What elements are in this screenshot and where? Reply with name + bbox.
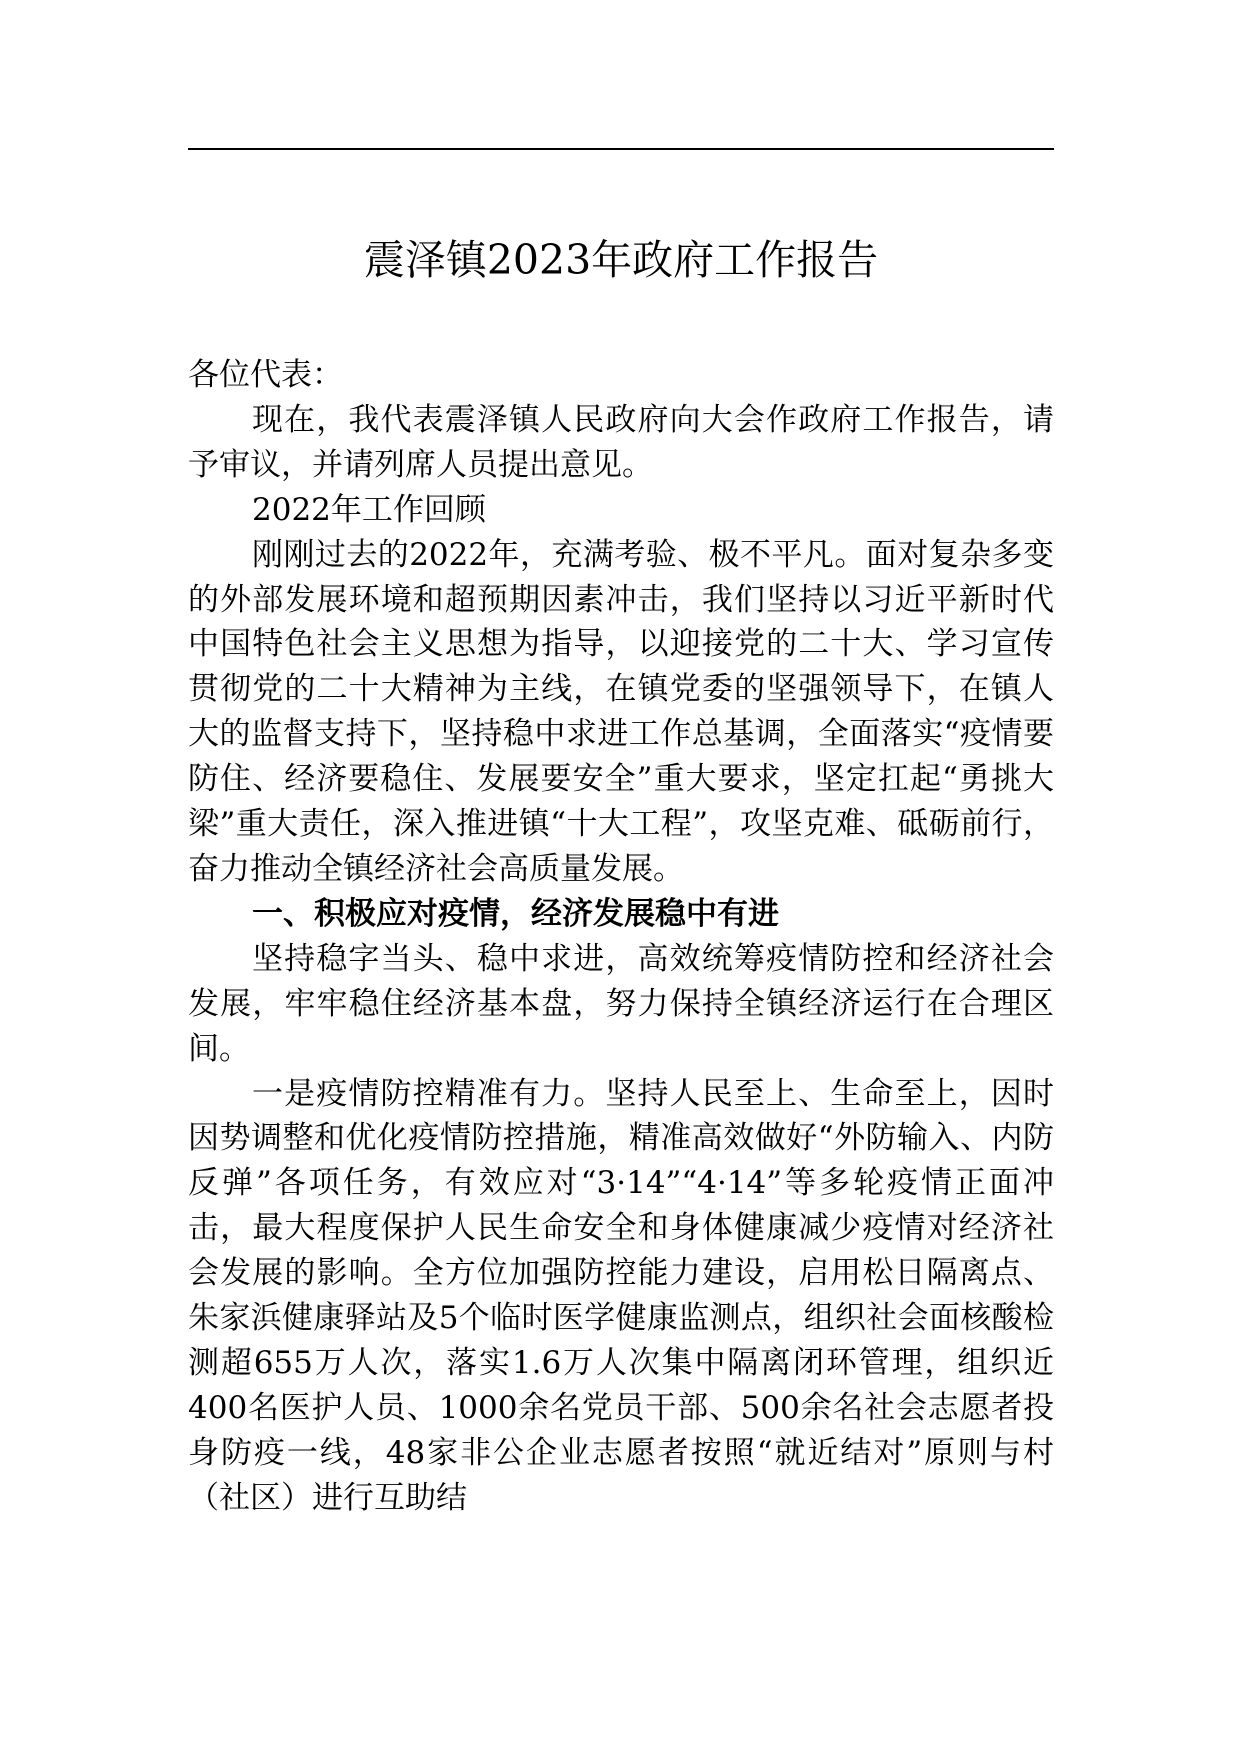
section-heading-review: 2022年工作回顾 — [252, 491, 486, 528]
salutation: 各位代表： — [188, 357, 343, 393]
document-body — [188, 353, 1054, 1521]
header-rule — [188, 148, 1054, 150]
section-1-item-1: 一是疫情防控精准有力。坚持人民至上、生命至上，因时因势调整和优化疫情防控措施，精准高效做好“外防输入、内防反弹”各项任务，有效应对“3·14”“4·14”等多轮疫情正面冲击，最大程度保护人民生命安全和身体健康减少疫情对经济社会发展的影响。全方位加强防控能力建设，启用松日隔离点、朱家浜健康驿站及5个临时医学健康监测点，组织社会面核酸检测超655万人次，落实1.6万人次集中隔离闭环管理，组织近400名医护人员、1000余名党员干部、500余名社会志愿者投身防疫一线，48家非公企业志愿者按照“就近结对”原则与村（社区）进行互助结 — [188, 1075, 1054, 1516]
document-title: 震泽镇2023年政府工作报告 — [363, 236, 879, 284]
section-1-intro: 坚持稳字当头、稳中求进，高效统筹疫情防控和经济社会发展，牢牢稳住经济基本盘，努力保持全镇经济运行在合理区间。 — [188, 940, 1054, 1067]
review-paragraph: 刚刚过去的2022年，充满考验、极不平凡。面对复杂多变的外部发展环境和超预期因素冲击，我们坚持以习近平新时代中国特色社会主义思想为指导，以迎接党的二十大、学习宣传贯彻党的二十大精神为主线，在镇党委的坚强领导下，在镇人大的监督支持下，坚持稳中求进工作总基调，全面落实“疫情要防住、经济要稳住、发展要安全”重大要求，坚定扛起“勇挑大梁”重大责任，深入推进镇“十大工程”，攻坚克难、砥砺前行，奋力推动全镇经济社会高质量发展。 — [188, 536, 1054, 887]
section-heading-1: 一、积极应对疫情，经济发展稳中有进 — [252, 895, 779, 932]
opening-paragraph: 现在，我代表震泽镇人民政府向大会作政府工作报告，请予审议，并请列席人员提出意见。 — [188, 401, 1054, 483]
